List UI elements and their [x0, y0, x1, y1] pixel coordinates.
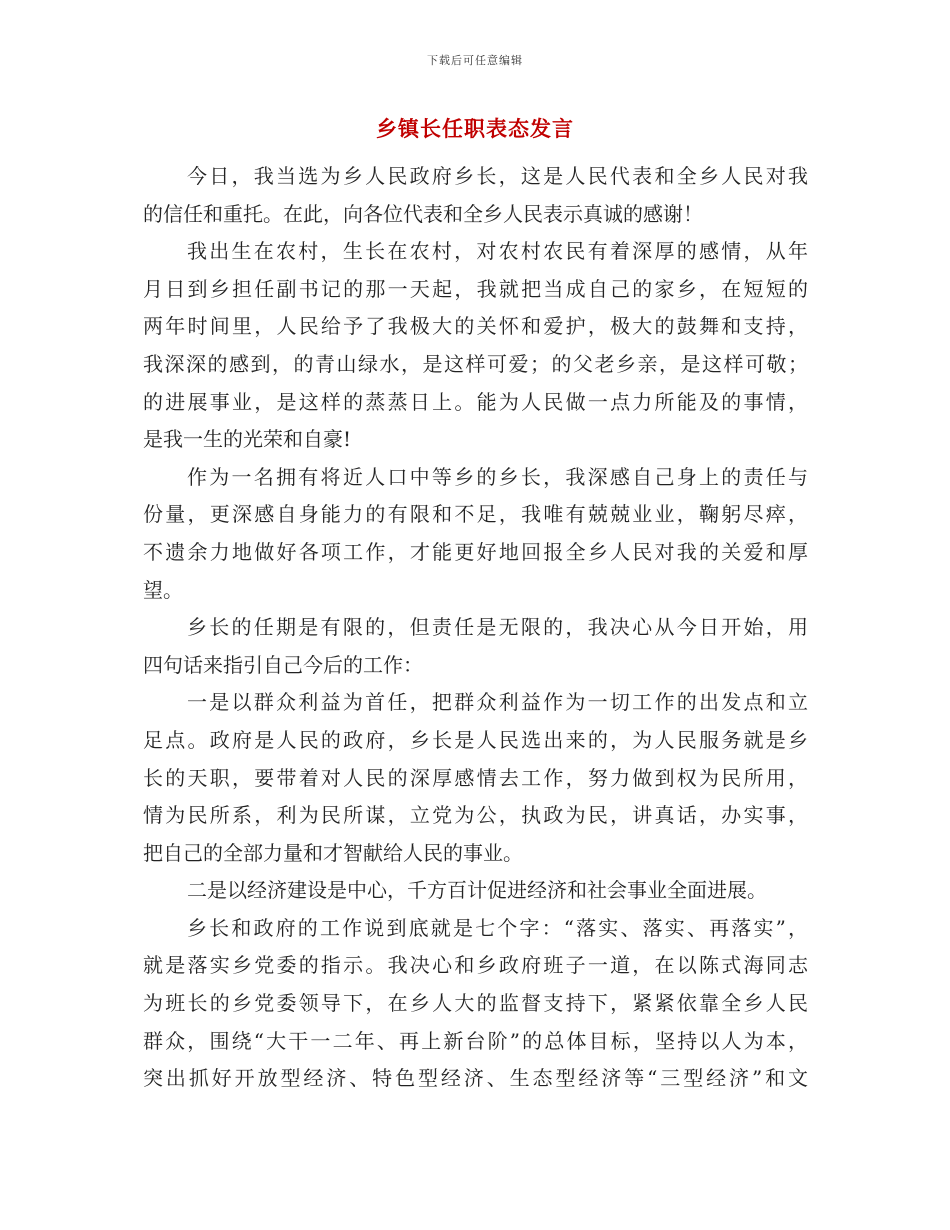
text-line: 一是以群众利益为首任，把群众利益作为一切工作的出发点和立	[187, 690, 808, 715]
text-line: 情为民所系，利为民所谋，立党为公，执政为民，讲真话，办实事，	[143, 803, 808, 828]
text-line: 二是以经济建设是中心，千方百计促进经济和社会事业全面进展。	[187, 878, 767, 903]
text-line: 长的天职，要带着对人民的深厚感情去工作，努力做到权为民所用，	[143, 765, 808, 790]
text-line: 两年时间里，人民给予了我极大的关怀和爱护，极大的鼓舞和支持，	[143, 314, 808, 339]
text-line: 把自己的全部力量和才智献给人民的事业。	[143, 840, 523, 865]
text-line: 我出生在农村，生长在农村，对农村农民有着深厚的感情，从年	[187, 239, 808, 264]
text-line: 望。	[143, 577, 183, 602]
header-note: 下载后可任意编辑	[427, 54, 523, 67]
text-line: 我深深的感到，的青山绿水，是这样可爱；的父老乡亲，是这样可敬；	[143, 351, 808, 376]
text-line: 不遗余力地做好各项工作，才能更好地回报全乡人民对我的关爱和厚	[143, 539, 808, 564]
text-line: 是我一生的光荣和自豪!	[143, 427, 352, 452]
text-line: 今日，我当选为乡人民政府乡长，这是人民代表和全乡人民对我	[187, 164, 808, 188]
text-line: 作为一名拥有将近人口中等乡的乡长，我深感自己身上的责任与	[187, 464, 808, 489]
text-line: 四句话来指引自己今后的工作：	[143, 652, 423, 677]
text-line: 突出抓好开放型经济、特色型经济、生态型经济等“三型经济”和文	[143, 1066, 808, 1091]
document-body	[143, 158, 808, 1098]
text-line: 群众，围绕“大干一二年、再上新台阶”的总体目标，坚持以人为本，	[143, 1028, 808, 1053]
text-line: 就是落实乡党委的指示。我决心和乡政府班子一道，在以陈式海同志	[143, 953, 808, 978]
text-line: 的进展事业，是这样的蒸蒸日上。能为人民做一点力所能及的事情，	[143, 389, 808, 414]
text-line: 足点。政府是人民的政府，乡长是人民选出来的，为人民服务就是乡	[143, 727, 808, 752]
text-line: 乡长和政府的工作说到底就是七个字：“落实、落实、再落实”，	[187, 915, 808, 940]
text-line: 份量，更深感自身能力的有限和不足，我唯有兢兢业业，鞠躬尽瘁，	[143, 502, 808, 527]
text-line: 为班长的乡党委领导下，在乡人大的监督支持下，紧紧依靠全乡人民	[143, 991, 808, 1016]
document-title: 乡镇长任职表态发言	[376, 117, 574, 141]
text-line: 月日到乡担任副书记的那一天起，我就把当成自己的家乡，在短短的	[143, 276, 808, 301]
text-line: 乡长的任期是有限的，但责任是无限的，我决心从今日开始，用	[187, 615, 808, 640]
text-line: 的信任和重托。在此，向各位代表和全乡人民表示真诚的感谢！	[143, 201, 703, 226]
